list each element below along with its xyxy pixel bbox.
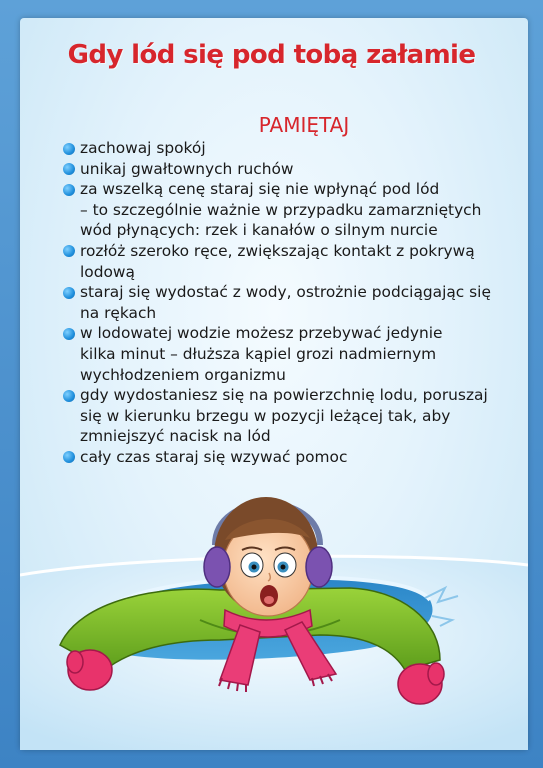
bullet-icon	[63, 390, 75, 402]
tip-line: wychłodzeniem organizmu	[80, 365, 286, 384]
tip-line: w lodowatej wodzie możesz przebywać jedynie	[80, 324, 443, 343]
tip-line: staraj się wydostać z wody, ostrożnie podciągając się	[80, 283, 491, 302]
left-mitten	[67, 650, 112, 690]
tip-line: cały czas staraj się wzywać pomoc	[80, 447, 348, 466]
list-item	[62, 447, 502, 468]
tip-line: – to szczególnie ważnie w przypadku zamarzniętych	[80, 200, 482, 219]
child-in-ice-illustration	[20, 470, 528, 750]
tip-line: zmniejszyć nacisk na lód	[80, 427, 271, 446]
list-item	[62, 385, 502, 447]
list-item	[62, 179, 502, 241]
tip-line: wód płynących: rzek i kanałów o silnym nurcie	[80, 221, 438, 240]
list-item	[62, 138, 502, 159]
bullet-icon	[63, 143, 75, 155]
tip-line: zachowaj spokój	[80, 139, 206, 157]
bullet-icon	[63, 451, 75, 463]
bullet-icon	[63, 287, 75, 299]
list-item	[62, 323, 502, 385]
bullet-icon	[63, 245, 75, 257]
list-item	[62, 241, 502, 282]
tip-line: na rękach	[80, 303, 157, 322]
list-item	[62, 282, 502, 323]
tip-line: kilka minut – dłuższa kąpiel grozi nadmiernym	[80, 344, 437, 363]
remember-heading: PAMIĘTAJ	[258, 113, 350, 137]
tip-line: rozłóż szeroko ręce, zwiększając kontakt z pokrywą	[80, 241, 475, 260]
tip-line: gdy wydostaniesz się na powierzchnię lodu, poruszaj	[80, 386, 488, 405]
bullet-icon	[63, 328, 75, 340]
safety-tips-list	[62, 138, 502, 468]
bullet-icon	[63, 184, 75, 196]
tip-line: lodową	[80, 262, 135, 281]
list-item	[62, 159, 502, 180]
bullet-icon	[63, 163, 75, 175]
tip-line: się w kierunku brzegu w pozycji leżącej tak, aby	[80, 406, 451, 425]
page-title: Gdy lód się pod tobą załamie	[67, 40, 476, 70]
tip-line: unikaj gwałtownych ruchów	[80, 159, 294, 178]
tip-line: za wszelką cenę staraj się nie wpłynąć pod lód	[80, 180, 440, 199]
